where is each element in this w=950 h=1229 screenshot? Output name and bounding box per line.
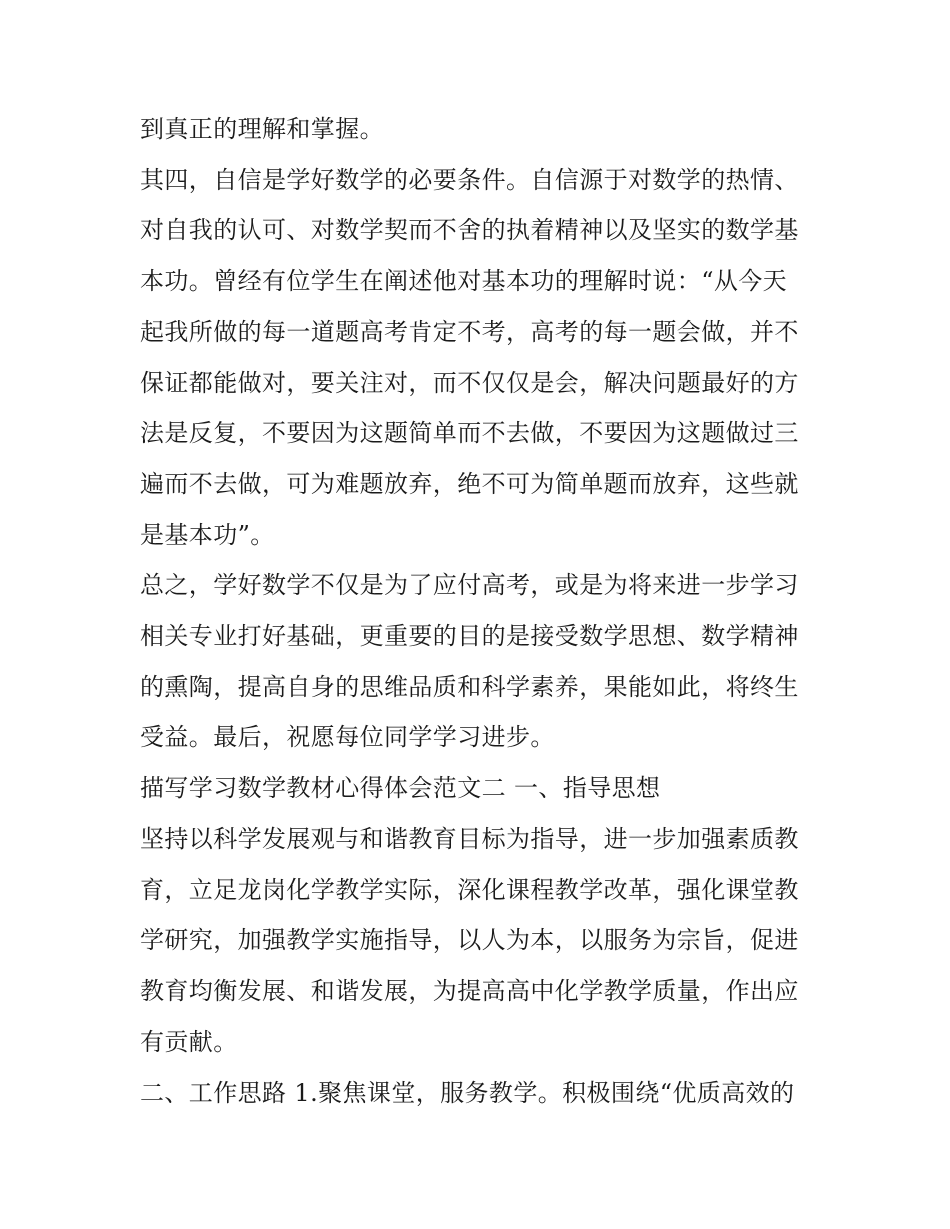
text-line: 二、工作思路 1.聚焦课堂，服务教学。积极围绕“优质高效的 xyxy=(140,1079,795,1107)
text-line: 对自我的认可、对数学契而不舍的执着精神以及坚实的数学基 xyxy=(140,216,799,244)
text-line: 保证都能做对，要关注对，而不仅仅是会，解决问题最好的方 xyxy=(140,369,799,397)
text-line: 坚持以科学发展观与和谐教育目标为指导，进一步加强素质教 xyxy=(140,825,799,853)
text-line: 教育均衡发展、和谐发展，为提高高中化学教学质量，作出应 xyxy=(140,977,799,1005)
text-line: 相关专业打好基础，更重要的目的是接受数学思想、数学精神 xyxy=(140,622,799,650)
text-line: 学研究，加强教学实施指导，以人为本，以服务为宗旨，促进 xyxy=(140,926,799,954)
text-line: 有贡献。 xyxy=(140,1028,238,1056)
text-line: 本功。曾经有位学生在阐述他对基本功的理解时说：“从今天 xyxy=(140,267,788,295)
text-line: 是基本功”。 xyxy=(140,521,275,549)
text-line: 法是反复，不要因为这题简单而不去做，不要因为这题做过三 xyxy=(140,419,799,447)
text-line: 其四，自信是学好数学的必要条件。自信源于对数学的热情、 xyxy=(140,166,799,194)
text-line: 受益。最后，祝愿每位同学学习进步。 xyxy=(140,723,555,751)
text-line: 描写学习数学教材心得体会范文二 一、指导思想 xyxy=(140,774,661,802)
text-line: 起我所做的每一道题高考肯定不考，高考的每一题会做，并不 xyxy=(140,318,799,346)
text-line: 育，立足龙岗化学教学实际，深化课程教学改革，强化课堂教 xyxy=(140,876,799,904)
text-line: 的熏陶，提高自身的思维品质和科学素养，果能如此，将终生 xyxy=(140,673,799,701)
text-line: 遍而不去做，可为难题放弃，绝不可为简单题而放弃，这些就 xyxy=(140,470,799,498)
text-line: 总之，学好数学不仅是为了应付高考，或是为将来进一步学习 xyxy=(140,571,799,599)
text-line: 到真正的理解和掌握。 xyxy=(140,115,384,143)
